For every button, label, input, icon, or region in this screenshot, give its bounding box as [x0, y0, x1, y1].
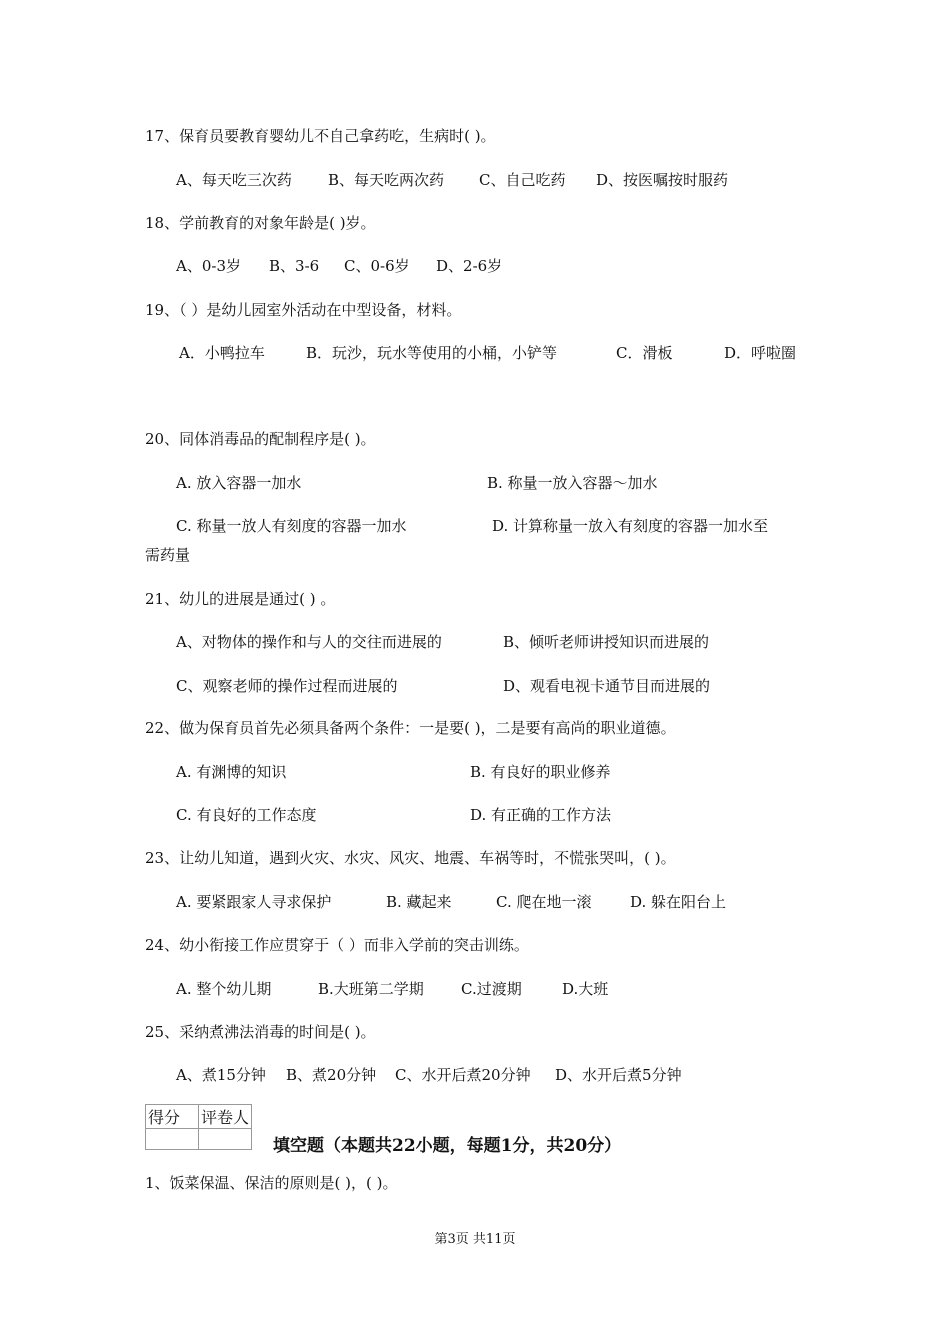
question-21-option-c: C、观察老师的操作过程而进展的 — [176, 677, 398, 695]
question-24-option-a: A. 整个幼儿期 — [176, 980, 272, 998]
grader-label: 评卷人 — [199, 1105, 252, 1129]
question-24-option-c: C.过渡期 — [461, 980, 522, 998]
question-23-option-d: D. 躲在阳台上 — [630, 893, 727, 911]
question-19-option-a: A．小鸭拉车 — [179, 344, 265, 362]
question-20-stem: 20、同体消毒品的配制程序是( )。 — [145, 430, 376, 448]
question-25-option-d: D、水开后煮5分钟 — [555, 1066, 682, 1084]
question-20-option-c: C. 称量一放人有刻度的容器一加水 — [176, 517, 407, 535]
question-19-option-d: D．呼啦圈 — [724, 344, 797, 362]
score-table — [145, 1104, 252, 1150]
question-19-option-b: B．玩沙，玩水等使用的小桶，小铲等 — [306, 344, 558, 362]
page-footer: 第3页 共11页 — [434, 1232, 516, 1247]
question-22-option-c: C. 有良好的工作态度 — [176, 806, 317, 824]
question-24-option-d: D.大班 — [562, 980, 609, 998]
grader-cell — [199, 1129, 252, 1150]
question-17-stem: 17、保育员要教育婴幼儿不自己拿药吃，生病时( )。 — [145, 127, 496, 145]
question-18-option-a: A、0-3岁 — [176, 257, 241, 275]
question-17-option-c: C、自己吃药 — [479, 171, 566, 189]
question-23-option-c: C. 爬在地一滚 — [496, 893, 592, 911]
question-22-option-d: D. 有正确的工作方法 — [470, 806, 612, 824]
question-25-option-b: B、煮20分钟 — [286, 1066, 377, 1084]
question-19-option-c: C．滑板 — [616, 344, 673, 362]
question-25-option-a: A、煮15分钟 — [176, 1066, 266, 1084]
question-17-option-d: D、按医嘱按时服药 — [596, 171, 729, 189]
question-22-stem: 22、做为保育员首先必须具备两个条件：一是要( )，二是要有高尚的职业道德。 — [145, 719, 676, 737]
question-21-stem: 21、幼儿的进展是通过( ) 。 — [145, 590, 336, 608]
question-21-option-b: B、倾听老师讲授知识而进展的 — [503, 633, 710, 651]
section-title: 填空题（本题共22小题，每题1分，共20分） — [273, 1136, 622, 1156]
question-18-stem: 18、学前教育的对象年龄是( )岁。 — [145, 214, 376, 232]
question-18-option-b: B、3-6 — [269, 257, 320, 275]
question-23-option-a: A. 要紧跟家人寻求保护 — [176, 893, 332, 911]
question-25-stem: 25、采纳煮沸法消毒的时间是( )。 — [145, 1023, 376, 1041]
question-17-option-a: A、每天吃三次药 — [176, 171, 292, 189]
question-20-option-a: A. 放入容器一加水 — [176, 474, 302, 492]
fill-question-1: 1、饭菜保温、保洁的原则是( )，( )。 — [145, 1174, 398, 1192]
question-19-stem: 19、（ ）是幼儿园室外活动在中型设备，材料。 — [145, 301, 462, 319]
question-24-option-b: B.大班第二学期 — [318, 980, 424, 998]
question-18-option-d: D、2-6岁 — [436, 257, 503, 275]
question-20-option-b: B. 称量一放入容器～加水 — [487, 474, 658, 492]
question-17-option-b: B、每天吃两次药 — [328, 171, 445, 189]
question-23-option-b: B. 藏起来 — [386, 893, 452, 911]
question-21-option-d: D、观看电视卡通节目而进展的 — [503, 677, 711, 695]
score-label: 得分 — [146, 1105, 199, 1129]
question-22-option-a: A. 有渊博的知识 — [176, 763, 287, 781]
question-18-option-c: C、0-6岁 — [344, 257, 410, 275]
question-20-option-d: D. 计算称量一放入有刻度的容器一加水至 — [492, 517, 769, 535]
score-cell — [146, 1129, 199, 1150]
question-25-option-c: C、水开后煮20分钟 — [395, 1066, 531, 1084]
question-21-option-a: A、对物体的操作和与人的交往而进展的 — [176, 633, 442, 651]
question-20-option-d-continued: 需药量 — [145, 546, 191, 564]
question-22-option-b: B. 有良好的职业修养 — [470, 763, 611, 781]
question-24-stem: 24、幼小衔接工作应贯穿于（ ）而非入学前的突击训练。 — [145, 936, 529, 954]
question-23-stem: 23、让幼儿知道，遇到火灾、水灾、风灾、地震、车祸等时，不慌张哭叫，( )。 — [145, 849, 676, 867]
